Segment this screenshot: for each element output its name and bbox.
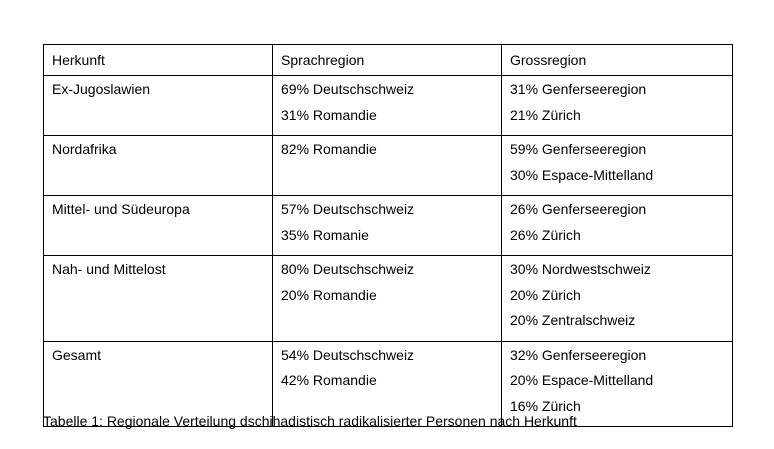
table-row bbox=[44, 196, 733, 256]
sprachregion-value: 80% Deutschschweiz bbox=[281, 261, 415, 277]
sprachregion-value: 31% Romandie bbox=[281, 106, 377, 123]
cell-herkunft bbox=[44, 136, 273, 196]
grossregion-value: 20% Zentralschweiz bbox=[510, 312, 636, 328]
table-caption: Tabelle 1: Regionale Verteilung dschihadistisch radikalisierter Personen nach Herkunft bbox=[43, 413, 577, 429]
sprachregion-value: 35% Romanie bbox=[281, 226, 369, 243]
herkunft-label: Ex-Jugoslawien bbox=[52, 81, 151, 97]
grossregion-value: 20% Espace-Mittelland bbox=[510, 372, 654, 388]
header-herkunft: Herkunft bbox=[44, 45, 273, 76]
grossregion-value: 20% Zürich bbox=[510, 286, 581, 303]
table-row bbox=[44, 136, 733, 196]
header-grossregion: Grossregion bbox=[502, 45, 733, 76]
sprachregion-value: 20% Romandie bbox=[281, 286, 377, 303]
sprachregion-value: 82% Romandie bbox=[281, 141, 377, 157]
cell-grossregion bbox=[502, 196, 733, 256]
header-sprachregion: Sprachregion bbox=[273, 45, 502, 76]
cell-herkunft bbox=[44, 196, 273, 256]
sprachregion-value: 57% Deutschschweiz bbox=[281, 201, 415, 217]
cell-sprachregion bbox=[273, 256, 502, 342]
table-row bbox=[44, 76, 733, 136]
grossregion-value: 30% Espace-Mittelland bbox=[510, 166, 654, 183]
cell-grossregion bbox=[502, 136, 733, 196]
grossregion-value: 21% Zürich bbox=[510, 106, 581, 123]
herkunft-label: Mittel- und Südeuropa bbox=[52, 201, 190, 217]
grossregion-value: 59% Genferseeregion bbox=[510, 141, 647, 157]
cell-sprachregion bbox=[273, 136, 502, 196]
cell-sprachregion bbox=[273, 196, 502, 256]
origin-distribution-table bbox=[43, 44, 733, 427]
grossregion-value: 16% Zürich bbox=[510, 397, 581, 414]
grossregion-value: 26% Zürich bbox=[510, 226, 581, 243]
sprachregion-value: 69% Deutschschweiz bbox=[281, 81, 415, 97]
grossregion-value: 30% Nordwestschweiz bbox=[510, 261, 651, 277]
cell-grossregion bbox=[502, 256, 733, 342]
table-row bbox=[44, 256, 733, 342]
herkunft-label: Nah- und Mittelost bbox=[52, 261, 166, 277]
cell-grossregion bbox=[502, 76, 733, 136]
sprachregion-value: 54% Deutschschweiz bbox=[281, 346, 415, 363]
grossregion-value: 32% Genferseeregion bbox=[510, 346, 647, 363]
cell-herkunft bbox=[44, 76, 273, 136]
cell-sprachregion bbox=[273, 76, 502, 136]
sprachregion-value: 42% Romandie bbox=[281, 372, 377, 388]
grossregion-value: 26% Genferseeregion bbox=[510, 201, 647, 217]
grossregion-value: 31% Genferseeregion bbox=[510, 81, 647, 97]
cell-herkunft bbox=[44, 256, 273, 342]
herkunft-label: Nordafrika bbox=[52, 141, 117, 157]
table-header-row bbox=[44, 45, 733, 76]
herkunft-label: Gesamt bbox=[52, 346, 102, 363]
